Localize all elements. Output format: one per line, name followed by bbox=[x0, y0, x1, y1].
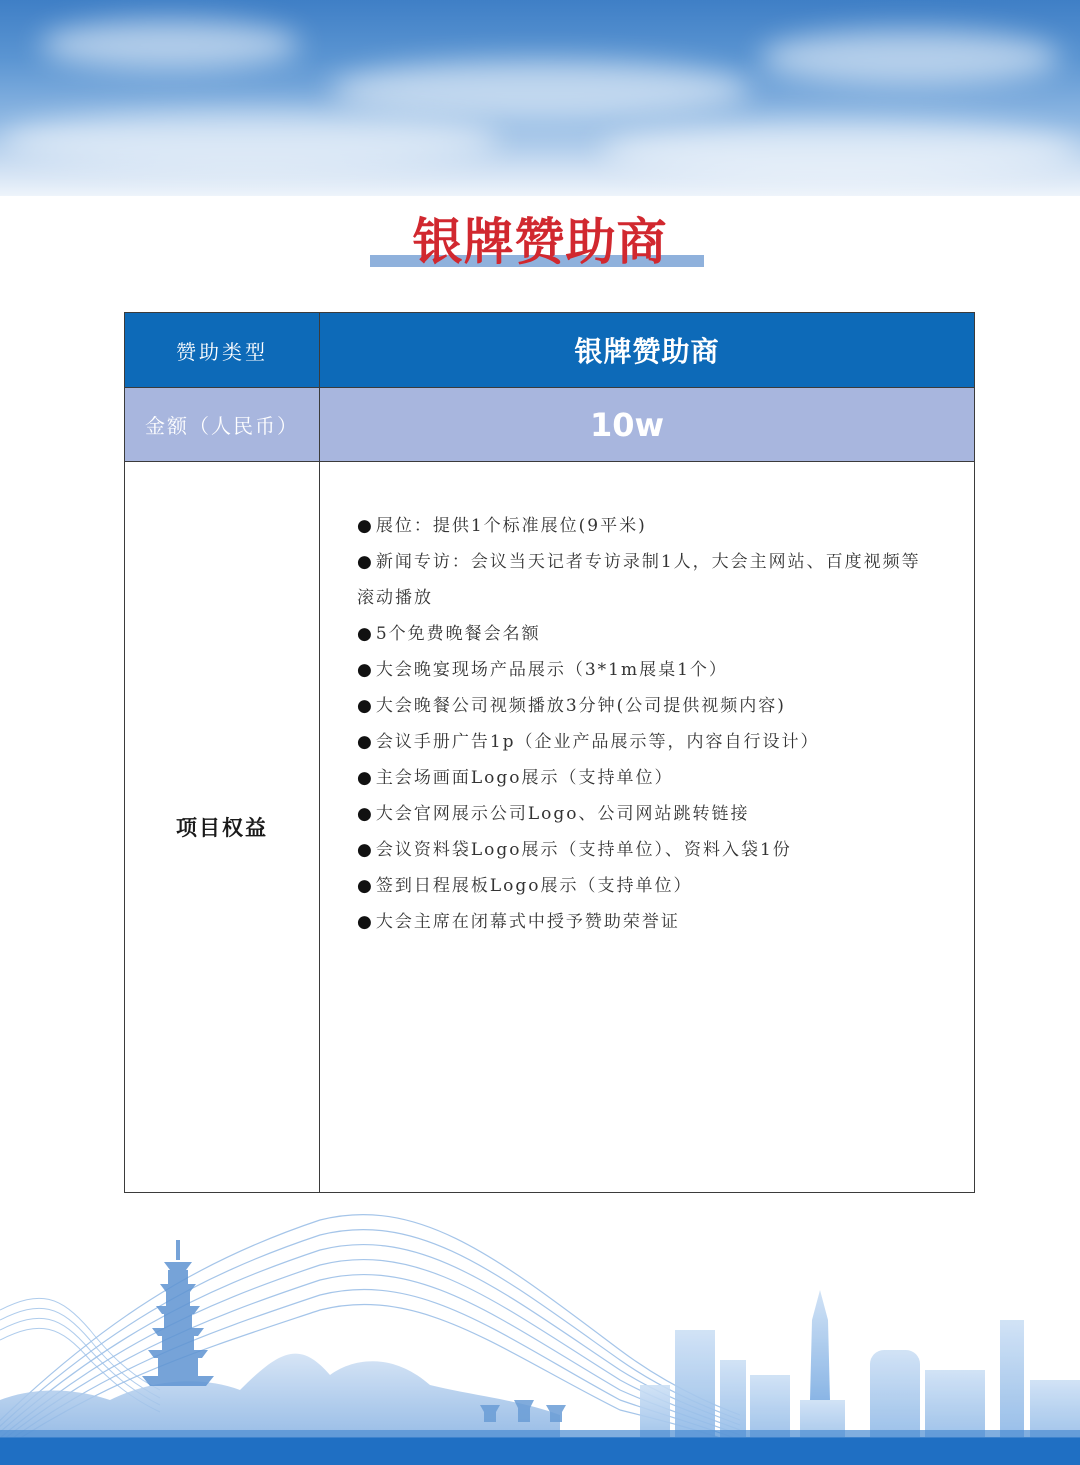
cell-amount-value bbox=[320, 388, 974, 461]
list-item: ● 大会晚宴现场产品展示（3*1m展桌1个） bbox=[357, 652, 937, 688]
list-item: ● 大会官网展示公司Logo、公司网站跳转链接 bbox=[357, 796, 937, 832]
benefits-label: 项目权益 bbox=[176, 816, 268, 840]
city-skyline-illustration bbox=[0, 1200, 1080, 1465]
cell-benefits-label bbox=[125, 462, 320, 1192]
list-item: ● 会议手册广告1p（企业产品展示等，内容自行设计） bbox=[357, 724, 937, 760]
page-title: 银牌赞助商 bbox=[412, 213, 668, 271]
benefits-list bbox=[357, 508, 937, 940]
list-item: ● 大会主席在闭幕式中授予赞助荣誉证 bbox=[357, 904, 937, 940]
list-item: ● 签到日程展板Logo展示（支持单位） bbox=[357, 868, 937, 904]
sky-banner bbox=[0, 0, 1080, 196]
list-item: ● 5个免费晚餐会名额 bbox=[357, 616, 937, 652]
list-item: ● 展位：提供1个标准展位(9平米) bbox=[357, 508, 937, 544]
cell-type-value bbox=[320, 313, 974, 387]
list-item: ● 新闻专访：会议当天记者专访录制1人，大会主网站、百度视频等滚动播放 bbox=[357, 544, 937, 616]
list-item: ● 主会场画面Logo展示（支持单位） bbox=[357, 760, 937, 796]
list-item: ● 会议资料袋Logo展示（支持单位）、资料入袋1份 bbox=[357, 832, 937, 868]
type-value: 银牌赞助商 bbox=[574, 335, 720, 368]
page-title-block bbox=[0, 200, 1080, 280]
row-amount bbox=[125, 387, 974, 461]
sponsor-table bbox=[124, 312, 975, 1193]
row-sponsor-type bbox=[125, 313, 974, 387]
amount-value: 10w bbox=[589, 405, 665, 444]
cell-amount-label bbox=[125, 388, 320, 461]
amount-label: 金额（人民币） bbox=[145, 414, 299, 438]
type-label: 赞助类型 bbox=[176, 339, 268, 364]
list-item: ● 大会晚餐公司视频播放3分钟(公司提供视频内容) bbox=[357, 688, 937, 724]
cell-type-label bbox=[125, 313, 320, 387]
row-benefits bbox=[125, 461, 974, 1192]
